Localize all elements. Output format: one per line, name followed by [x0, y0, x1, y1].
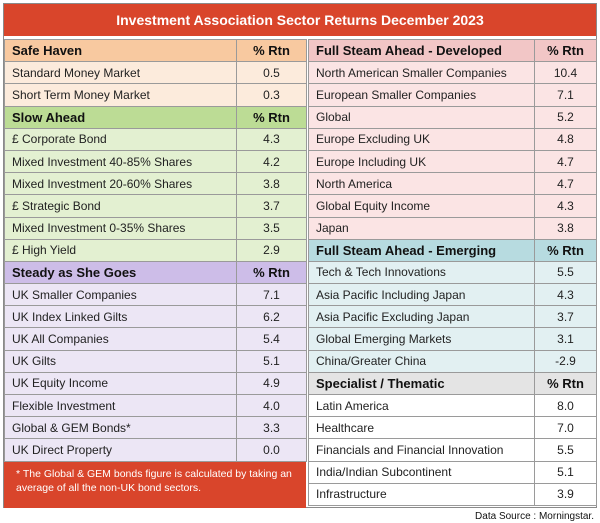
sector-name: Mixed Investment 20-60% Shares	[5, 173, 237, 195]
sector-return: 4.3	[535, 195, 597, 217]
sector-name: Europe Including UK	[309, 150, 535, 172]
sector-return: 8.0	[535, 395, 597, 417]
sector-return: 4.9	[237, 372, 307, 394]
sector-name: UK All Companies	[5, 328, 237, 350]
sector-return: 5.2	[535, 106, 597, 128]
sector-return: 7.0	[535, 417, 597, 439]
sector-name: £ Corporate Bond	[5, 128, 237, 150]
sector-name: Infrastructure	[309, 483, 535, 505]
sector-return: 0.5	[237, 62, 307, 84]
table-row	[5, 372, 307, 394]
table-row	[5, 306, 307, 328]
left-column-table	[4, 39, 307, 462]
footnote: * The Global & GEM bonds figure is calculated by taking an average of all the non-UK bond sectors.	[4, 462, 306, 508]
sector-returns-table	[3, 3, 597, 508]
sector-return: 5.1	[237, 350, 307, 372]
sector-name: Latin America	[309, 395, 535, 417]
sector-name: European Smaller Companies	[309, 84, 535, 106]
table-row	[5, 239, 307, 261]
table-row	[5, 284, 307, 306]
sector-name: China/Greater China	[309, 350, 535, 372]
section-header-full-steam-ahead-emerging	[309, 239, 597, 261]
sector-name: Financials and Financial Innovation	[309, 439, 535, 461]
right-column-table	[308, 39, 597, 506]
table-row	[309, 284, 597, 306]
section-header-steady-as-she-goes	[5, 261, 307, 283]
table-row	[309, 195, 597, 217]
return-column-header: % Rtn	[237, 106, 307, 128]
sector-return: 5.1	[535, 461, 597, 483]
sector-return: 4.3	[237, 128, 307, 150]
sector-return: 3.8	[237, 173, 307, 195]
sector-return: 3.7	[535, 306, 597, 328]
sector-name: Asia Pacific Excluding Japan	[309, 306, 535, 328]
table-row	[309, 417, 597, 439]
sector-return: 3.8	[535, 217, 597, 239]
section-title: Full Steam Ahead - Developed	[309, 40, 535, 62]
sector-return: 3.1	[535, 328, 597, 350]
sector-return: 5.5	[535, 261, 597, 283]
section-header-slow-ahead	[5, 106, 307, 128]
return-column-header: % Rtn	[237, 40, 307, 62]
sector-name: Global	[309, 106, 535, 128]
sector-name: North American Smaller Companies	[309, 62, 535, 84]
sector-name: UK Equity Income	[5, 372, 237, 394]
section-title: Steady as She Goes	[5, 261, 237, 283]
sector-return: 2.9	[237, 239, 307, 261]
sector-name: North America	[309, 173, 535, 195]
table-row	[309, 173, 597, 195]
table-row	[5, 195, 307, 217]
table-row	[309, 328, 597, 350]
sector-name: Flexible Investment	[5, 395, 237, 417]
sector-name: India/Indian Subcontinent	[309, 461, 535, 483]
sector-return: 4.3	[535, 284, 597, 306]
table-row	[5, 84, 307, 106]
sector-name: Asia Pacific Including Japan	[309, 284, 535, 306]
section-title: Safe Haven	[5, 40, 237, 62]
table-row	[309, 261, 597, 283]
table-row	[309, 395, 597, 417]
sector-return: 5.5	[535, 439, 597, 461]
section-header-full-steam-ahead-developed	[309, 40, 597, 62]
table-row	[5, 217, 307, 239]
sector-name: UK Index Linked Gilts	[5, 306, 237, 328]
table-row	[5, 173, 307, 195]
sector-return: 4.8	[535, 128, 597, 150]
table-row	[5, 417, 307, 439]
section-title: Specialist / Thematic	[309, 372, 535, 394]
sector-return: 4.7	[535, 150, 597, 172]
table-row	[5, 328, 307, 350]
sector-return: 6.2	[237, 306, 307, 328]
sector-name: Short Term Money Market	[5, 84, 237, 106]
table-row	[5, 128, 307, 150]
sector-name: UK Smaller Companies	[5, 284, 237, 306]
table-row	[309, 217, 597, 239]
sector-name: £ Strategic Bond	[5, 195, 237, 217]
table-title: Investment Association Sector Returns December 2023	[4, 4, 596, 38]
table-row	[5, 150, 307, 172]
section-header-safe-haven	[5, 40, 307, 62]
section-header-specialist-thematic	[309, 372, 597, 394]
return-column-header: % Rtn	[535, 372, 597, 394]
sector-name: UK Direct Property	[5, 439, 237, 461]
table-row	[309, 350, 597, 372]
sector-name: Global & GEM Bonds*	[5, 417, 237, 439]
section-title: Slow Ahead	[5, 106, 237, 128]
table-row	[309, 84, 597, 106]
sector-name: Tech & Tech Innovations	[309, 261, 535, 283]
section-title: Full Steam Ahead - Emerging	[309, 239, 535, 261]
table-row	[5, 350, 307, 372]
sector-name: Global Equity Income	[309, 195, 535, 217]
table-row	[309, 106, 597, 128]
table-row	[309, 62, 597, 84]
sector-name: £ High Yield	[5, 239, 237, 261]
return-column-header: % Rtn	[535, 239, 597, 261]
sector-return: 7.1	[237, 284, 307, 306]
sector-name: UK Gilts	[5, 350, 237, 372]
table-row	[309, 306, 597, 328]
table-row	[5, 439, 307, 461]
sector-return: 4.2	[237, 150, 307, 172]
sector-return: 0.3	[237, 84, 307, 106]
sector-name: Japan	[309, 217, 535, 239]
sector-return: 3.5	[237, 217, 307, 239]
table-row	[309, 150, 597, 172]
sector-name: Healthcare	[309, 417, 535, 439]
sector-return: 4.0	[237, 395, 307, 417]
return-column-header: % Rtn	[237, 261, 307, 283]
sector-name: Mixed Investment 0-35% Shares	[5, 217, 237, 239]
sector-name: Mixed Investment 40-85% Shares	[5, 150, 237, 172]
table-row	[5, 395, 307, 417]
data-source: Data Source : Morningstar.	[475, 511, 594, 522]
sector-name: Global Emerging Markets	[309, 328, 535, 350]
sector-return: 7.1	[535, 84, 597, 106]
sector-return: 10.4	[535, 62, 597, 84]
table-row	[309, 461, 597, 483]
table-row	[309, 483, 597, 505]
sector-name: Europe Excluding UK	[309, 128, 535, 150]
table-row	[309, 128, 597, 150]
sector-return: -2.9	[535, 350, 597, 372]
sector-return: 3.9	[535, 483, 597, 505]
sector-name: Standard Money Market	[5, 62, 237, 84]
sector-return: 5.4	[237, 328, 307, 350]
sector-return: 3.7	[237, 195, 307, 217]
table-row	[5, 62, 307, 84]
return-column-header: % Rtn	[535, 40, 597, 62]
sector-return: 4.7	[535, 173, 597, 195]
sector-return: 3.3	[237, 417, 307, 439]
sector-return: 0.0	[237, 439, 307, 461]
table-row	[309, 439, 597, 461]
